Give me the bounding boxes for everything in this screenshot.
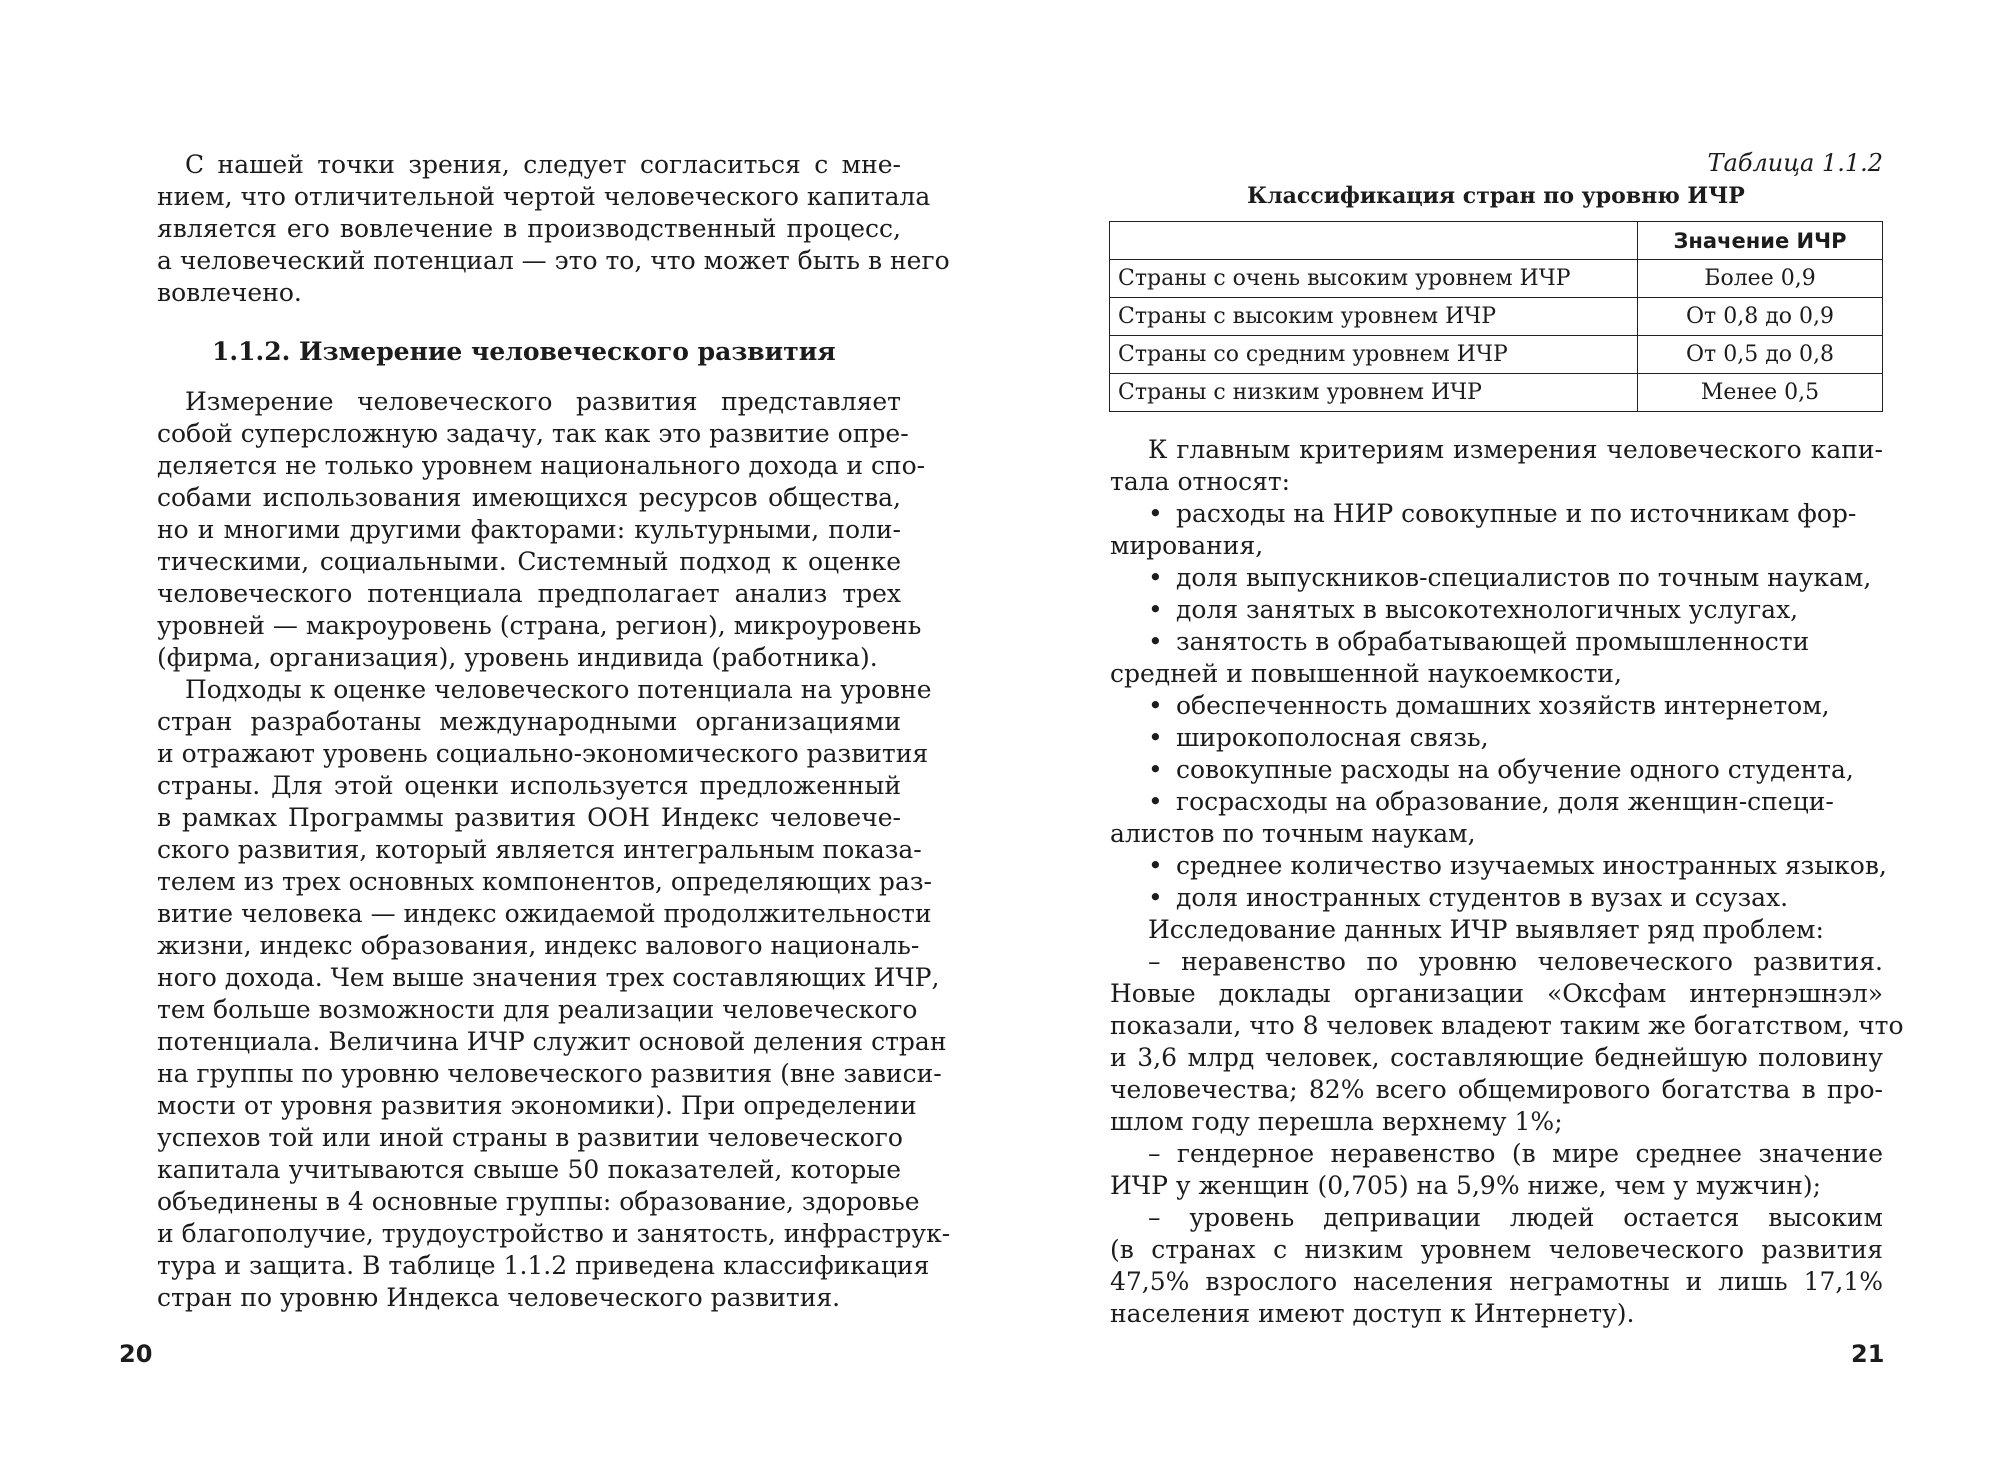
left-line-11: но и многими другими факторами: культурными, поли- [157,515,901,544]
left-line-2: нием, что отличительной чертой человеческого капитала [157,182,931,211]
bullet-icon: • [1148,499,1163,528]
left-line-19: страны. Для этой оценки используется предложенный [157,771,901,800]
bullet-icon: • [1148,755,1163,784]
bullet-item: • обеспеченность домашних хозяйств интернетом, [1148,691,1830,720]
bullet-icon: • [1148,691,1163,720]
left-line-22: телем из трех основных компонентов, определяющих раз- [157,867,932,896]
left-line-10: собами использования имеющихся ресурсов общества, [157,483,901,512]
left-line-23: витие человека — индекс ожидаемой продолжительности [157,899,932,928]
left-line-9: деляется не только уровнем национального дохода и спо- [157,451,926,480]
bullet-icon: • [1148,627,1163,656]
left-line-17: стран разработаны международными организациями [157,707,901,736]
right-page [1000,0,2000,1463]
bullet-item: • расходы на НИР совокупные и по источникам фор- [1148,499,1857,528]
bullet-item: • госрасходы на образование, доля женщин-специ- [1148,787,1834,816]
left-line-14: уровней — макроуровень (страна, регион), микроуровень [157,611,922,640]
right-line-4: мирования, [1110,531,1264,560]
left-line-16: Подходы к оценке человеческого потенциала на уровне [185,675,932,704]
right-line-24: ИЧР у женщин (0,705) на 5,9% ниже, чем у мужчин); [1110,1171,1822,1200]
bullet-icon: • [1148,563,1163,592]
right-line-16: Исследование данных ИЧР выявляет ряд проблем: [1148,915,1824,944]
table-row [1110,298,1883,336]
left-line-4: а человеческий потенциал — это то, что может быть в него [157,246,950,275]
table-row [1110,374,1883,412]
section-heading: 1.1.2. Измерение человеческого развития [212,337,836,366]
left-line-29: мости от уровня развития экономики). При определении [157,1091,917,1120]
left-line-15: (фирма, организация), уровень индивида (работника). [157,643,878,672]
bullet-icon: • [1148,595,1163,624]
right-line-1: К главным критериям измерения человеческого капи- [1148,435,1883,464]
bullet-icon: • [1148,787,1163,816]
bullet-item: • доля выпускников-специалистов по точным наукам, [1148,563,1872,592]
bullet-item: • широкополосная связь, [1148,723,1489,752]
hdi-classification-table [1109,221,1883,412]
right-line-23: – гендерное неравенство (в мире среднее значение [1148,1139,1883,1168]
right-line-25: – уровень депривации людей остается высоким [1148,1203,1883,1232]
left-line-30: успехов той или иной страны в развитии человеческого [157,1123,903,1152]
left-line-32: объединены в 4 основные группы: образование, здоровье [157,1187,920,1216]
left-line-20: в рамках Программы развития ООН Индекс человече- [157,803,901,832]
table-row [1110,260,1883,298]
right-line-28: населения имеют доступ к Интернету). [1110,1299,1635,1328]
left-line-8: собой суперсложную задачу, так как это развитие опре- [157,419,909,448]
left-line-24: жизни, индекс образования, индекс валового националь- [157,931,920,960]
left-line-26: тем больше возможности для реализации человеческого [157,995,918,1024]
table-header-cell [1110,222,1638,260]
right-line-17: – неравенство по уровню человеческого развития. [1148,947,1883,976]
right-line-8: средней и повышенной наукоемкости, [1110,659,1622,688]
table-cell-category: Страны с очень высоким уровнем ИЧР [1110,260,1638,298]
table-row [1110,336,1883,374]
right-line-13: алистов по точным наукам, [1110,819,1476,848]
left-line-25: ного дохода. Чем выше значения трех составляющих ИЧР, [157,963,940,992]
table-cell-value: Менее 0,5 [1638,374,1883,412]
table-caption: Таблица 1.1.2 [1707,149,1883,177]
table-cell-value: От 0,8 до 0,9 [1638,298,1883,336]
right-line-21: человечества; 82% всего общемирового богатства в про- [1110,1075,1883,1104]
table-cell-category: Страны со средним уровнем ИЧР [1110,336,1638,374]
table-cell-value: От 0,5 до 0,8 [1638,336,1883,374]
table-cell-category: Страны с высоким уровнем ИЧР [1110,298,1638,336]
right-line-20: и 3,6 млрд человек, составляющие беднейшую половину [1110,1043,1883,1072]
left-line-27: потенциала. Величина ИЧР служит основой деления стран [157,1027,947,1056]
left-line-7: Измерение человеческого развития представляет [185,387,901,416]
left-line-1: С нашей точки зрения, следует согласиться с мне- [185,150,901,179]
page-number-left: 20 [119,1340,153,1368]
bullet-item: • доля иностранных студентов в вузах и ссузах. [1148,883,1789,912]
table-header-cell: Значение ИЧР [1638,222,1883,260]
left-line-3: является его вовлечение в производственный процесс, [157,214,901,243]
right-line-2: тала относят: [1110,467,1291,496]
table-header-row [1110,222,1883,260]
bullet-icon: • [1148,851,1163,880]
bullet-item: • совокупные расходы на обучение одного студента, [1148,755,1854,784]
bullet-item: • занятость в обрабатывающей промышленности [1148,627,1810,656]
table-cell-category: Страны с низким уровнем ИЧР [1110,374,1638,412]
right-line-22: шлом году перешла верхнему 1%; [1110,1107,1563,1136]
left-line-34: тура и защита. В таблице 1.1.2 приведена классификация [157,1251,930,1280]
left-line-12: тическими, социальными. Системный подход к оценке [157,547,901,576]
right-line-19: показали, что 8 человек владеют таким же богатством, что [1110,1011,1904,1040]
right-line-27: 47,5% взрослого населения неграмотны и лишь 17,1% [1110,1267,1883,1296]
bullet-icon: • [1148,883,1163,912]
right-line-18: Новые доклады организации «Оксфам интернэшнэл» [1110,979,1883,1008]
bullet-item: • среднее количество изучаемых иностранных языков, [1148,851,1887,880]
bullet-icon: • [1148,723,1163,752]
bullet-item: • доля занятых в высокотехнологичных услугах, [1148,595,1799,624]
table-title: Классификация стран по уровню ИЧР [1247,183,1745,209]
left-line-21: ского развития, который является интегральным показа- [157,835,922,864]
left-line-31: капитала учитываются свыше 50 показателей, которые [157,1155,901,1184]
left-line-13: человеческого потенциала предполагает анализ трех [157,579,901,608]
left-line-28: на группы по уровню человеческого развития (вне зависи- [157,1059,942,1088]
left-line-33: и благополучие, трудоустройство и занятость, инфраструк- [157,1219,951,1248]
left-line-5: вовлечено. [157,278,302,307]
right-line-26: (в странах с низким уровнем человеческого развития [1110,1235,1883,1264]
left-line-35: стран по уровню Индекса человеческого развития. [157,1283,841,1312]
left-line-18: и отражают уровень социально-экономического развития [157,739,929,768]
page-number-right: 21 [1851,1340,1885,1368]
table-cell-value: Более 0,9 [1638,260,1883,298]
